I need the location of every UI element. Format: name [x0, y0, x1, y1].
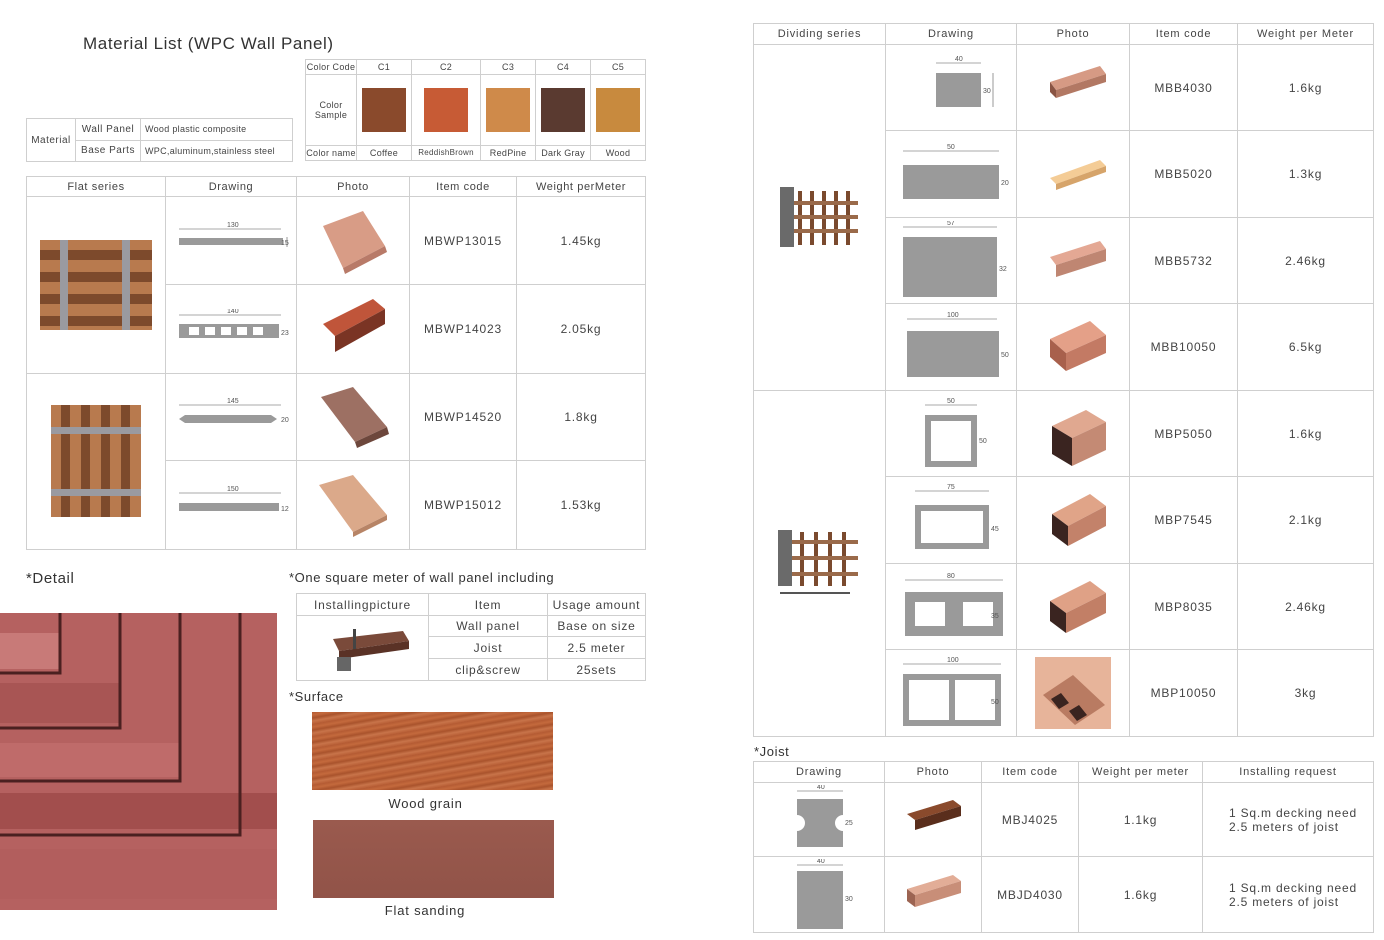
- svg-text:50: 50: [991, 699, 999, 706]
- flat-item-code: MBWP13015: [410, 197, 517, 285]
- dividing-item-code: MBB4030: [1130, 45, 1238, 131]
- svg-text:12: 12: [281, 506, 289, 514]
- flat-drawing: [166, 373, 297, 461]
- svg-text:45: 45: [991, 526, 999, 533]
- dividing-weight: 3kg: [1238, 650, 1374, 737]
- svg-text:75: 75: [947, 484, 955, 491]
- color-name-label: Color name: [306, 145, 357, 160]
- joist-item-code: MBJD4030: [982, 857, 1079, 933]
- color-swatch: [596, 88, 640, 132]
- svg-text:150: 150: [227, 486, 239, 494]
- dividing-header: Photo: [1017, 24, 1130, 45]
- dividing-header: Drawing: [886, 24, 1017, 45]
- dividing-drawing: [886, 218, 1017, 304]
- flat-drawing: [166, 284, 297, 373]
- joist-weight: 1.6kg: [1079, 857, 1203, 933]
- joist-header: Photo: [885, 762, 982, 783]
- svg-text:50: 50: [947, 144, 955, 151]
- joist-table: [753, 761, 1374, 933]
- svg-text:20: 20: [1001, 180, 1009, 187]
- dividing-item-code: MBP5050: [1130, 391, 1238, 477]
- sqm-header: Item: [429, 594, 548, 616]
- flat-item-code: MBWP15012: [410, 461, 517, 550]
- dividing-drawing: [886, 650, 1017, 737]
- joist-photo: [885, 857, 982, 933]
- dividing-series-image-2: [754, 391, 886, 737]
- svg-text:145: 145: [227, 397, 239, 405]
- dividing-weight: 2.1kg: [1238, 477, 1374, 564]
- material-value: Wood plastic composite: [141, 119, 293, 141]
- flat-series-table: [26, 176, 646, 550]
- sqm-item: clip&screw: [429, 659, 548, 681]
- dividing-photo: [1017, 650, 1130, 737]
- svg-text:50: 50: [947, 397, 955, 405]
- color-table: [305, 59, 646, 161]
- color-code: C2: [411, 60, 480, 75]
- joist-request-line: 2.5 meters of joist: [1229, 819, 1339, 834]
- joist-header: Item code: [982, 762, 1079, 783]
- svg-text:57: 57: [947, 220, 955, 227]
- dividing-weight: 1.6kg: [1238, 45, 1374, 131]
- svg-text:40: 40: [955, 55, 963, 63]
- material-table: [26, 118, 293, 162]
- flat-series-image: [27, 197, 166, 373]
- svg-text:30: 30: [983, 87, 991, 95]
- material-part: Base Parts: [76, 140, 141, 162]
- dividing-drawing: [886, 304, 1017, 391]
- flat-item-code: MBWP14023: [410, 284, 517, 373]
- joist-header: Installing request: [1203, 762, 1374, 783]
- color-swatch: [486, 88, 530, 132]
- dividing-series-table: [753, 23, 1374, 737]
- flat-header: Drawing: [166, 177, 297, 197]
- joist-title: *Joist: [754, 744, 790, 759]
- sqm-amount: Base on size: [548, 616, 646, 637]
- svg-text:30: 30: [845, 895, 853, 903]
- color-swatch: [362, 88, 406, 132]
- flat-photo: [297, 284, 410, 373]
- dividing-photo: [1017, 218, 1130, 304]
- flat-weight: 1.53kg: [517, 461, 646, 550]
- dividing-item-code: MBB10050: [1130, 304, 1238, 391]
- dividing-photo: [1017, 477, 1130, 564]
- dividing-series-image: [754, 45, 886, 391]
- color-name: Coffee: [357, 145, 412, 160]
- dividing-photo: [1017, 564, 1130, 650]
- wood-grain-label: Wood grain: [388, 796, 463, 811]
- dividing-weight: 6.5kg: [1238, 304, 1374, 391]
- joist-header: Weight per meter: [1079, 762, 1203, 783]
- sqm-item: Joist: [429, 637, 548, 659]
- dividing-drawing: [886, 391, 1017, 477]
- joist-installing-request: [1203, 857, 1374, 933]
- surface-title: *Surface: [289, 689, 344, 704]
- dividing-drawing: [886, 564, 1017, 650]
- svg-text:50: 50: [1001, 352, 1009, 359]
- dividing-weight: 1.6kg: [1238, 391, 1374, 477]
- dividing-item-code: MBB5732: [1130, 218, 1238, 304]
- detail-image: [0, 613, 277, 910]
- flat-sanding-swatch: [313, 820, 554, 898]
- svg-text:15: 15: [281, 239, 289, 247]
- dividing-item-code: MBB5020: [1130, 131, 1238, 218]
- dividing-drawing: [886, 477, 1017, 564]
- flat-item-code: MBWP14520: [410, 373, 517, 461]
- svg-text:50: 50: [979, 437, 987, 445]
- flat-weight: 1.8kg: [517, 373, 646, 461]
- dividing-photo: [1017, 391, 1130, 477]
- joist-installing-request: [1203, 783, 1374, 857]
- color-name: Wood: [591, 145, 646, 160]
- flat-photo: [297, 373, 410, 461]
- flat-photo: [297, 461, 410, 550]
- dividing-photo: [1017, 131, 1130, 218]
- dividing-weight: 2.46kg: [1238, 564, 1374, 650]
- flat-series-image-2: [27, 373, 166, 549]
- svg-text:20: 20: [281, 416, 289, 424]
- dividing-item-code: MBP10050: [1130, 650, 1238, 737]
- sqm-item: Wall panel: [429, 616, 548, 637]
- material-part: Wall Panel: [76, 119, 141, 141]
- installing-picture: [297, 616, 429, 681]
- page-title: Material List (WPC Wall Panel): [83, 34, 334, 53]
- dividing-photo: [1017, 45, 1130, 131]
- dividing-header: Item code: [1130, 24, 1238, 45]
- dividing-photo: [1017, 304, 1130, 391]
- joist-request-line: 1 Sq.m decking need: [1229, 880, 1357, 895]
- flat-drawing: [166, 197, 297, 285]
- flat-weight: 1.45kg: [517, 197, 646, 285]
- dividing-header: Weight per Meter: [1238, 24, 1374, 45]
- color-swatch: [424, 88, 468, 132]
- svg-text:35: 35: [991, 612, 999, 620]
- svg-text:40: 40: [817, 858, 825, 865]
- color-code-label: Color Code: [306, 60, 357, 75]
- wood-grain-swatch: [312, 712, 553, 790]
- sqm-amount: 2.5 meter: [548, 637, 646, 659]
- joist-request-line: 2.5 meters of joist: [1229, 894, 1339, 909]
- color-name: ReddishBrown: [411, 145, 480, 160]
- flat-weight: 2.05kg: [517, 284, 646, 373]
- material-label: Material: [27, 119, 76, 162]
- color-sample-label: Color Sample: [306, 75, 357, 146]
- flat-header: Item code: [410, 177, 517, 197]
- detail-title: *Detail: [26, 570, 75, 587]
- joist-request-line: 1 Sq.m decking need: [1229, 805, 1357, 820]
- svg-text:100: 100: [947, 657, 959, 664]
- svg-text:130: 130: [227, 221, 239, 229]
- flat-sanding-label: Flat sanding: [384, 903, 466, 918]
- color-code: C5: [591, 60, 646, 75]
- svg-text:32: 32: [999, 265, 1007, 273]
- dividing-item-code: MBP8035: [1130, 564, 1238, 650]
- color-name: RedPine: [481, 145, 536, 160]
- svg-text:25: 25: [845, 819, 853, 827]
- dividing-weight: 1.3kg: [1238, 131, 1374, 218]
- joist-header: Drawing: [754, 762, 885, 783]
- dividing-drawing: [886, 131, 1017, 218]
- flat-header: Photo: [297, 177, 410, 197]
- dividing-weight: 2.46kg: [1238, 218, 1374, 304]
- flat-drawing: [166, 461, 297, 550]
- flat-header: Weight perMeter: [517, 177, 646, 197]
- joist-drawing: [754, 783, 885, 857]
- joist-drawing: [754, 857, 885, 933]
- flat-photo: [297, 197, 410, 285]
- svg-text:100: 100: [947, 312, 959, 319]
- sqm-header: Usage amount: [548, 594, 646, 616]
- color-code: C3: [481, 60, 536, 75]
- joist-photo: [885, 783, 982, 857]
- flat-header: Flat series: [27, 177, 166, 197]
- svg-text:80: 80: [947, 572, 955, 580]
- sqm-title: *One square meter of wall panel including: [289, 570, 555, 585]
- joist-weight: 1.1kg: [1079, 783, 1203, 857]
- sqm-header: Installingpicture: [297, 594, 429, 616]
- sqm-amount: 25sets: [548, 659, 646, 681]
- material-value: WPC,aluminum,stainless steel: [141, 140, 293, 162]
- dividing-item-code: MBP7545: [1130, 477, 1238, 564]
- svg-text:140: 140: [227, 308, 239, 315]
- dividing-drawing: [886, 45, 1017, 131]
- color-code: C1: [357, 60, 412, 75]
- joist-item-code: MBJ4025: [982, 783, 1079, 857]
- color-swatch: [541, 88, 585, 132]
- svg-text:40: 40: [817, 784, 825, 791]
- sqm-table: [296, 593, 646, 681]
- color-code: C4: [536, 60, 591, 75]
- dividing-header: Dividing series: [754, 24, 886, 45]
- svg-text:23: 23: [281, 329, 289, 337]
- color-name: Dark Gray: [536, 145, 591, 160]
